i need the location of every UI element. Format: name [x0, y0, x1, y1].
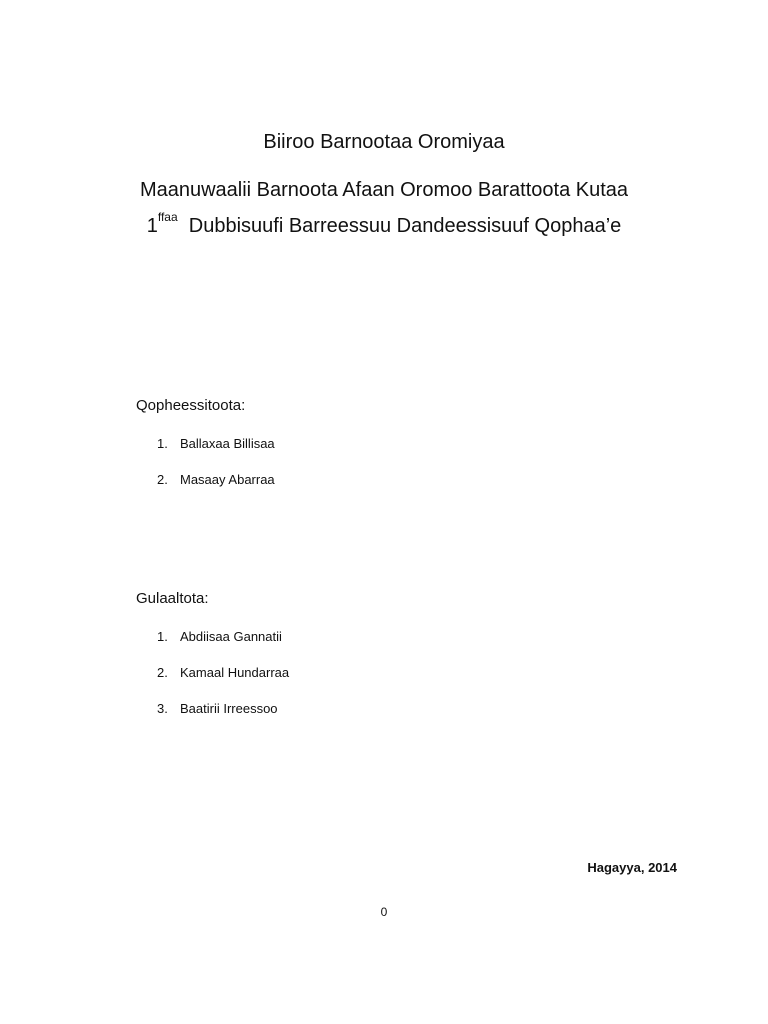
list-number: 2.: [157, 665, 168, 680]
organization-title: Biiroo Barnootaa Oromiyaa: [263, 131, 505, 153]
list-item: [157, 472, 275, 488]
list-item: [157, 629, 289, 645]
author-name: Masaay Abarraa: [180, 472, 275, 487]
reviewer-name: Kamaal Hundarraa: [180, 665, 290, 680]
page-number: 0: [380, 905, 388, 919]
list-number: 1.: [157, 436, 168, 451]
manual-title-rest: Dubbisuufi Barreessuu Dandeessisuuf Qophaa’e: [188, 215, 622, 237]
reviewer-name: Abdiisaa Gannatii: [180, 629, 282, 644]
publication-date: Hagayya, 2014: [587, 860, 677, 875]
manual-title-line-1: Maanuwaalii Barnoota Afaan Oromoo Barattoota Kutaa: [139, 179, 629, 201]
list-item: [157, 665, 289, 681]
grade-number: 1: [146, 215, 158, 237]
list-item: [157, 701, 289, 717]
list-number: 2.: [157, 472, 168, 487]
reviewers-heading: Gulaaltota:: [136, 590, 209, 607]
manual-title-line-2: [0, 210, 768, 238]
grade-ordinal-suffix: ffaa: [157, 210, 178, 225]
authors-heading: Qopheessitoota:: [136, 397, 246, 414]
authors-list: [157, 436, 275, 508]
reviewer-name: Baatirii Irreessoo: [180, 701, 278, 716]
list-number: 1.: [157, 629, 168, 644]
author-name: Ballaxaa Billisaa: [180, 436, 275, 451]
reviewers-list: [157, 629, 289, 737]
list-number: 3.: [157, 701, 168, 716]
list-item: [157, 436, 275, 452]
